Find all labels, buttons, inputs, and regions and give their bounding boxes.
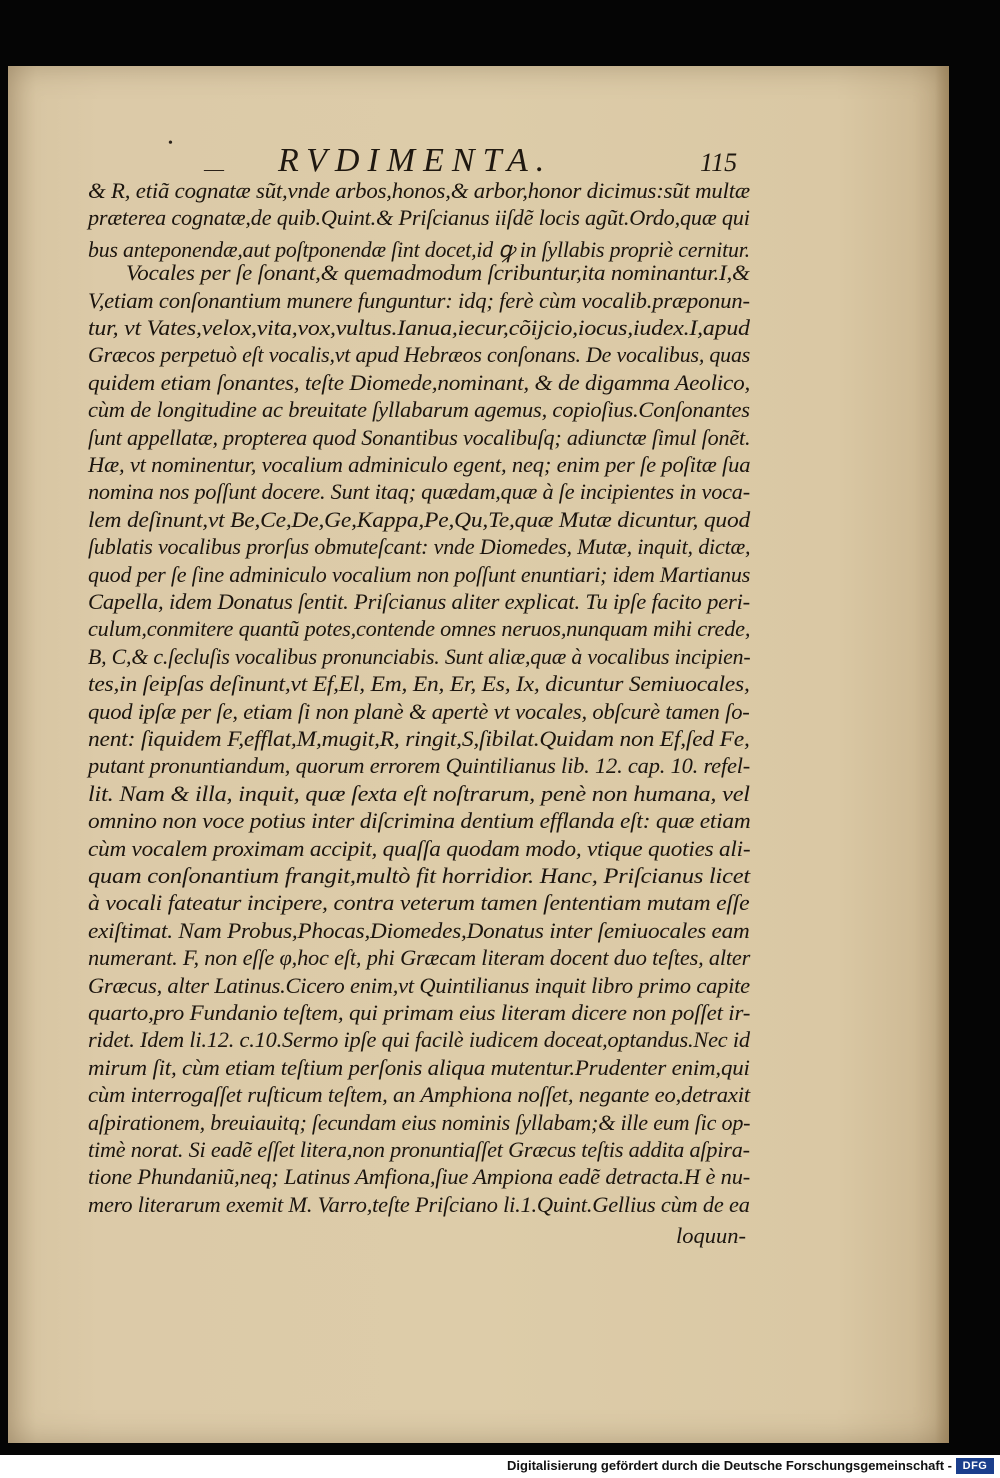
running-head: RVDIMENTA. [278,142,553,179]
text-line: quam conſonantium frangit,multò fit horridior. Hanc, Priſcianus licet [88,863,750,888]
text-line: V,etiam conſonantium munere funguntur: idq; ferè cùm vocalib.præponun- [88,287,750,313]
text-line: quidem etiam ſonantes, teſte Diomede,nominant, & de digamma Aeolico, [88,369,751,395]
text-line: Græcos perpetuò eſt vocalis,vt apud Hebræos conſonans. De vocalibus, quas [88,342,751,368]
text-line: B, C,& c.ſecluſis vocalibus pronunciabis. Sunt aliæ,quæ à vocalibus incipien- [88,643,751,669]
text-line: quod per ſe ſine adminiculo vocalium non poſſunt enuntiari; idem Martianus [88,561,751,587]
text-line: & R, etiã cognatæ sũt,vnde arbos,honos,& arbor,honor dicimus:sũt multæ [88,178,750,203]
text-line: ridet. Idem li.12. c.10.Sermo ipſe qui facilè iudicem doceat,optandus.Nec id [88,1027,750,1053]
text-line: nomina nos poſſunt docere. Sunt itaq; quædam,quæ à ſe incipientes in voca- [88,479,750,505]
text-line: omnino non voce potius inter diſcrimina dentium efflanda eſt: quæ etiam [88,808,751,834]
text-line: putant pronuntiandum, quorum errorem Quintilianus lib. 12. cap. 10. refel- [88,753,751,779]
text-line: quarto,pro Fundanio teſtem, qui primam eius literam dicere non poſſet ir- [88,1000,751,1025]
text-line: Capella, idem Donatus ſentit. Priſcianus aliter explicat. Tu ipſe facito peri- [88,589,750,614]
text-line: cùm de longitudine ac breuitate ſyllabarum agemus, copioſius.Conſonantes [88,397,750,423]
text-line: lit. Nam & illa, inquit, quæ ſexta eſt noſtrarum, penè non humana, vel [88,780,750,806]
page-edge-shadow [935,66,949,1443]
text-line: timè norat. Si eadẽ eſſet litera,non pronuntiaſſet Græcus teſtis addita aſpira- [88,1137,750,1162]
text-line: ſunt appellatæ, propterea quod Sonantibus vocalibuſq; adiunctæ ſimul ſonẽt. [88,424,751,450]
text-line: Græcus, alter Latinus.Cicero enim,vt Quintilianus inquit libro primo capite [88,972,750,998]
text-line: tur, vt Vates,velox,vita,vox,vultus.Ianua,iecur,cõijcio,iocus,iudex.I,apud [88,315,750,340]
page-header [8,136,949,180]
text-line: tes,in ſeipſas deſinunt,vt Ef,El, Em, En, Er, Es, Ix, dicuntur Semiuocales, [88,671,750,697]
digitization-footer [0,1455,1000,1478]
text-line: bus anteponendæ,aut poſtponendæ ſint docet,id ꝙ in ſyllabis propriè cernitur. [88,236,750,262]
text-line: numerant. F, non eſſe φ,hoc eſt, phi Græcam literam docent duo teſtes, alter [88,945,751,971]
text-line: quod ipſæ per ſe, etiam ſi non planè & apertè vt vocales, obſcurè tamen ſo- [88,698,750,724]
text-line: mirum ſit, cùm etiam teſtium perſonis aliqua mutentur.Prudenter enim,qui [88,1054,750,1080]
text-line: nent: ſiquidem F,efflat,M,mugit,R, ringit,S,ſibilat.Quidam non Ef,ſed Fe, [88,726,750,751]
text-line: Vocales per ſe ſonant,& quemadmodum ſcribuntur,ita nominantur.I,& [126,260,750,286]
text-line: cùm interrogaſſet ruſticum teſtem, an Amphiona noſſet, negante eo,detraxit [88,1082,750,1108]
text-line: tione Phundaniũ,neq; Latinus Amfiona,ſiue Ampiona eadẽ detracta.H è nu- [88,1164,751,1190]
header-dash: — [204,158,224,180]
dfg-logo: DFG [956,1458,994,1474]
text-line: Hæ, vt nominentur, vocalium adminiculo egent, neq; enim per ſe poſitæ ſua [88,452,751,477]
text-line: à vocali fateatur incipere, contra veterum tamen ſententiam mutam eſſe [88,890,750,916]
book-page [8,66,949,1443]
header-mark: • [168,136,173,151]
text-line: ſublatis vocalibus prorſus obmuteſcant: vnde Diomedes, Mutæ, inquit, dictæ, [88,534,751,560]
funding-credit: Digitalisierung gefördert durch die Deutsche Forschungsgemeinschaft - [507,1458,952,1473]
folio-number: 115 [700,148,738,177]
text-line: aſpirationem, breuiauitq; ſecundam eius nominis ſyllabam;& ille eum ſic op- [88,1109,751,1135]
text-line: culum,conmitere quantũ potes,contende omnes neruos,nunquam mihi crede, [88,616,751,642]
text-line: lem deſinunt,vt Be,Ce,De,Ge,Kappa,Pe,Qu,Te,quæ Mutæ dicuntur, quod [88,506,751,532]
text-line: præterea cognatæ,de quib.Quint.& Priſcianus iiſdẽ locis agũt.Ordo,quæ qui [88,205,750,231]
catchword: loquun- [676,1223,746,1248]
text-line: mero literarum exemit M. Varro,teſte Priſciano li.1.Quint.Gellius cùm de ea [88,1191,750,1217]
text-line: cùm vocalem proximam accipit, quaſſa quodam modo, vtique quoties ali- [88,835,751,861]
text-line: exiſtimat. Nam Probus,Phocas,Diomedes,Donatus inter ſemiuocales eam [88,917,750,943]
